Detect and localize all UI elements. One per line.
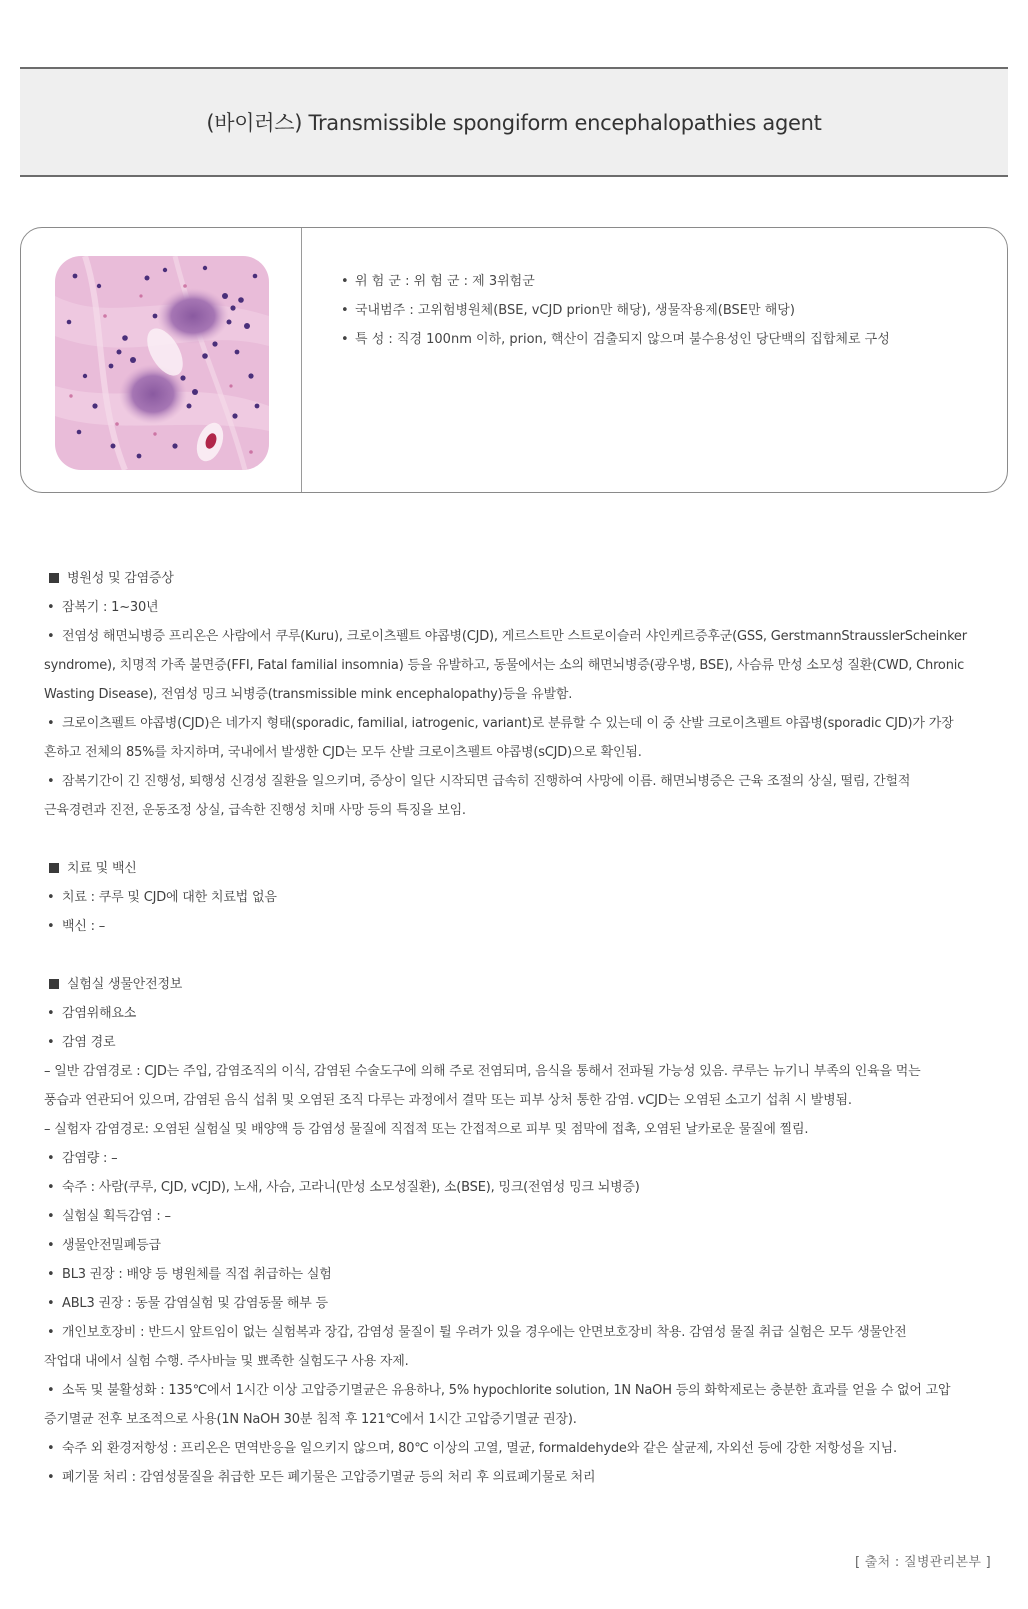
section	[44, 564, 994, 825]
summary-list	[341, 272, 890, 359]
section	[44, 970, 994, 1492]
section	[44, 854, 994, 941]
bullet-line: • 생물안전밀폐등급	[44, 1231, 994, 1260]
bullet-dot: •	[47, 600, 55, 615]
bullet-line: • 소독 및 불활성화 : 135℃에서 1시간 이상 고압증기멸균은 유용하나, 5% hypochlorite solution, 1N NaOH 등의 화학제로는 충분한 효과를 얻을 수 없어 고압	[44, 1376, 994, 1405]
page-title: (바이러스) Transmissible spongiform encephalopathies agent	[206, 111, 822, 135]
summary-item: • 국내범주 : 고위험병원체(BSE, vCJD prion만 해당), 생물작용제(BSE만 해당)	[341, 301, 890, 330]
source-note: [ 출처 : 질병관리본부 ]	[854, 1555, 991, 1570]
section-heading: 치료 및 백신	[44, 854, 994, 883]
bullet-dot: •	[47, 1441, 55, 1456]
bullet-dot: •	[47, 1035, 55, 1050]
square-bullet-icon	[49, 573, 59, 583]
bullet-dot: •	[47, 629, 55, 644]
bullet-dot: •	[47, 1267, 55, 1282]
bullet-line: • BL3 권장 : 배양 등 병원체를 직접 취급하는 실험	[44, 1260, 994, 1289]
bullet-line: • 백신 : –	[44, 912, 994, 941]
text-line: 풍습과 연관되어 있으며, 감염된 음식 섭취 및 오염된 조직 다루는 과정에서 결막 또는 피부 상처 통한 감염. vCJD는 오염된 소고기 섭취 시 발병됨.	[44, 1093, 852, 1108]
summary-item: • 특 성 : 직경 100nm 이하, prion, 핵산이 검출되지 않으며 불수용성인 당단백의 집합체로 구성	[341, 330, 890, 359]
bullet-dot: •	[47, 1006, 55, 1021]
text-line: Wasting Disease), 전염성 밍크 뇌병증(transmissible mink encephalopathy)등을 유발함.	[44, 687, 573, 702]
bullet-dot: •	[47, 1209, 55, 1224]
bullet-line: • ABL3 권장 : 동물 감염실험 및 감염동물 해부 등	[44, 1289, 994, 1318]
bullet-line: • 실험실 획득감염 : –	[44, 1202, 994, 1231]
bullet-line: • 잠복기간이 긴 진행성, 퇴행성 신경성 질환을 일으키며, 증상이 일단 시작되면 급속히 진행하여 사망에 이름. 해면뇌병증은 근육 조절의 상실, 떨림, 간헐적	[44, 767, 994, 796]
bullet-line: • 전염성 해면뇌병증 프리온은 사람에서 쿠루(Kuru), 크로이츠펠트 야콥병(CJD), 게르스트만 스트로이슬러 샤인케르증후군(GSS, GerstmannStrausslerScheinker	[44, 622, 994, 651]
bullet-line: • 감염량 : –	[44, 1144, 994, 1173]
square-bullet-icon	[49, 979, 59, 989]
square-bullet-icon	[49, 863, 59, 873]
section-heading: 실험실 생물안전정보	[44, 970, 994, 999]
text-line: 흔하고 전체의 85%를 차지하며, 국내에서 발생한 CJD는 모두 산발 크로이츠펠트 야콥병(sCJD)으로 확인됨.	[44, 745, 642, 760]
bullet-dot: •	[47, 1470, 55, 1485]
bullet-dot: •	[47, 1325, 55, 1340]
bullet-line: • 잠복기 : 1~30년	[44, 593, 994, 622]
text-line: – 실험자 감염경로: 오염된 실험실 및 배양액 등 감염성 물질에 직접적 또는 간접적으로 피부 및 점막에 접촉, 오염된 날카로운 물질에 찔림.	[44, 1122, 809, 1137]
bullet-dot: •	[47, 1238, 55, 1253]
title-band	[20, 67, 1008, 177]
bullet-line: • 개인보호장비 : 반드시 앞트임이 없는 실험복과 장갑, 감염성 물질이 튈 우려가 있을 경우에는 안면보호장비 착용. 감염성 물질 취급 실험은 모두 생물안전	[44, 1318, 994, 1347]
bullet-line: • 숙주 : 사람(쿠루, CJD, vCJD), 노새, 사슴, 고라니(만성 소모성질환), 소(BSE), 밍크(전염성 밍크 뇌병증)	[44, 1173, 994, 1202]
text-line: 작업대 내에서 실험 수행. 주사바늘 및 뾰족한 실험도구 사용 자제.	[44, 1354, 409, 1369]
bullet-line: • 감염 경로	[44, 1028, 994, 1057]
bullet-dot: •	[47, 1180, 55, 1195]
bullet-dot: •	[341, 303, 349, 318]
info-divider	[301, 228, 302, 492]
bullet-dot: •	[47, 1151, 55, 1166]
info-box	[20, 227, 1008, 493]
section-heading: 병원성 및 감염증상	[44, 564, 994, 593]
text-line: 증기멸균 전후 보조적으로 사용(1N NaOH 30분 침적 후 121℃에서 1시간 고압증기멸균 권장).	[44, 1412, 577, 1427]
bullet-dot: •	[47, 919, 55, 934]
bullet-line: • 크로이츠펠트 야콥병(CJD)은 네가지 형태(sporadic, familial, iatrogenic, variant)로 분류할 수 있는데 이 중 산발 크로이츠펠트 야콥병(sporadic CJD)가 가장	[44, 709, 994, 738]
bullet-line: • 치료 : 쿠루 및 CJD에 대한 치료법 없음	[44, 883, 994, 912]
bullet-dot: •	[341, 332, 349, 347]
bullet-line: • 감염위해요소	[44, 999, 994, 1028]
content-body	[44, 564, 994, 1521]
text-line: syndrome), 치명적 가족 불면증(FFI, Fatal familial insomnia) 등을 유발하고, 동물에서는 소의 해면뇌병증(광우병, BSE), 사슴류 만성 소모성 질환(CWD, Chronic	[44, 658, 965, 673]
bullet-dot: •	[47, 890, 55, 905]
bullet-dot: •	[341, 274, 349, 289]
brain-tissue-micrograph	[55, 256, 269, 470]
bullet-dot: •	[47, 1383, 55, 1398]
bullet-line: • 숙주 외 환경저항성 : 프리온은 면역반응을 일으키지 않으며, 80℃ 이상의 고열, 멸균, formaldehyde와 같은 살균제, 자외선 등에 강한 저항성을 지님.	[44, 1434, 994, 1463]
bullet-dot: •	[47, 774, 55, 789]
summary-item: • 위 험 군 : 위 험 군 : 제 3위험군	[341, 272, 890, 301]
bullet-dot: •	[47, 716, 55, 731]
text-line: – 일반 감염경로 : CJD는 주입, 감염조직의 이식, 감염된 수술도구에 의해 주로 전염되며, 음식을 통해서 전파될 가능성 있음. 쿠루는 뉴기니 부족의 인육을 먹는	[44, 1064, 921, 1079]
bullet-line: • 폐기물 처리 : 감염성물질을 취급한 모든 폐기물은 고압증기멸균 등의 처리 후 의료폐기물로 처리	[44, 1463, 994, 1492]
bullet-dot: •	[47, 1296, 55, 1311]
text-line: 근육경련과 진전, 운동조정 상실, 급속한 진행성 치매 사망 등의 특징을 보임.	[44, 803, 466, 818]
